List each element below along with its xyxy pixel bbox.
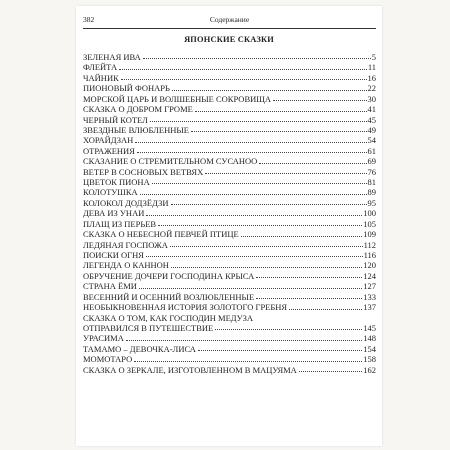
toc-entry-page: 16 (367, 72, 376, 83)
toc-entry (83, 302, 376, 312)
toc-entry-title: СКАЗКА О НЕБЕСНОЙ ПЕВЧЕЙ ПТИЦЕ (83, 229, 239, 240)
toc-leader-dots (195, 109, 367, 112)
toc-leader-dots (137, 150, 367, 153)
toc-leader-dots (273, 98, 367, 101)
toc-entry (83, 365, 376, 375)
toc-entry (83, 292, 376, 302)
toc-entry-page: 89 (367, 187, 376, 198)
toc-entry (83, 208, 376, 218)
toc-entry-page: 95 (367, 197, 376, 208)
toc-entry-title: ЧЕРНЫЙ КОТЕЛ (83, 114, 148, 125)
toc-entry-page: 22 (367, 83, 376, 94)
toc-leader-dots (140, 192, 367, 195)
toc-entry-page: 100 (363, 208, 376, 219)
toc-leader-dots (256, 275, 362, 278)
toc-leader-dots (158, 223, 362, 226)
toc-entry (83, 219, 376, 229)
header-rule (83, 28, 376, 29)
toc-entry-page: 30 (367, 93, 376, 104)
toc-entry-title: УРАСИМА (83, 333, 124, 344)
section-title: ЯПОНСКИЕ СКАЗКИ (184, 35, 274, 44)
toc-leader-dots (150, 119, 367, 122)
toc-entry-title: СКАЗКА О ДОБРОМ ГРОМЕ (83, 104, 193, 115)
toc-entry-title: ЛЕДЯНАЯ ГОСПОЖА (83, 239, 168, 250)
toc-entry (83, 83, 376, 93)
toc-entry-page: 158 (363, 354, 376, 365)
toc-leader-dots (170, 244, 363, 247)
toc-entry-page: 154 (363, 343, 376, 354)
toc-leader-dots (241, 234, 363, 237)
toc-entry-title: ЦВЕТОК ПИОНА (83, 177, 150, 188)
toc-leader-dots (171, 202, 367, 205)
toc-entry-title: ДЕВА ИЗ УНАИ (83, 208, 145, 219)
toc-entry (83, 156, 376, 166)
toc-entry (83, 135, 376, 145)
toc-entry (83, 52, 376, 62)
toc-entry-title: КОЛОКОЛ ДОДЗЁДЗИ (83, 197, 169, 208)
toc-leader-dots (172, 88, 367, 91)
toc-entry-title: ПЛАЩ ИЗ ПЕРЬЕВ (83, 218, 157, 229)
toc-entry-page: 137 (363, 302, 376, 313)
toc-entry-page: 54 (367, 135, 376, 146)
page-number: 382 (83, 15, 95, 24)
toc-entry-title: КОЛОТУШКА (83, 187, 138, 198)
page-header (83, 10, 376, 26)
running-title: Содержание (209, 15, 250, 24)
toc-entry-page: 127 (363, 281, 376, 292)
toc-entry-title: ТАМАМО – ДЕВОЧКА-ЛИСА (83, 343, 196, 354)
toc-entry-title: СКАЗКА О ТОМ, КАК ГОСПОДИН МЕДУЗА (83, 312, 253, 323)
toc-entry-title: ЧАЙНИК (83, 72, 119, 83)
toc-entry-page: 112 (363, 239, 376, 250)
toc-entry (83, 313, 376, 334)
toc-entry (83, 125, 376, 135)
toc-entry-page: 5 (371, 51, 376, 62)
toc-entry-title: ХОРАЙДЗАН (83, 135, 134, 146)
toc-leader-dots (139, 286, 362, 289)
toc-leader-dots (191, 129, 367, 132)
toc-entry-page: 11 (367, 62, 376, 73)
toc-entry-page: 61 (367, 145, 376, 156)
toc-entry (83, 115, 376, 125)
toc-entry-title: ВЕСЕННИЙ И ОСЕННИЙ ВОЗЛЮБЛЕННЫЕ (83, 291, 255, 302)
toc-entry (83, 354, 376, 364)
toc-leader-dots (205, 171, 366, 174)
toc-entry (83, 260, 376, 270)
toc-entry (83, 281, 376, 291)
toc-entry-page: 120 (363, 260, 376, 271)
toc-entry (83, 344, 376, 354)
toc-entry-title: ВЕТЕР В СОСНОВЫХ ВЕТВЯХ (83, 166, 204, 177)
toc-entry (83, 177, 376, 187)
toc-leader-dots (135, 140, 366, 143)
toc-entry-page: 81 (367, 177, 376, 188)
toc-leader-dots (215, 327, 362, 330)
toc-entry (83, 333, 376, 343)
toc-entry (83, 146, 376, 156)
toc-entry (83, 94, 376, 104)
toc-leader-dots (289, 307, 362, 310)
toc-entry-title: СТРАНА ЁМИ (83, 281, 137, 292)
toc-entry-title: ОБРУЧЕНИЕ ДОЧЕРИ ГОСПОДИНА КРЫСА (83, 270, 255, 281)
toc-entry-page: 76 (367, 166, 376, 177)
table-of-contents (83, 52, 376, 375)
toc-entry (83, 167, 376, 177)
toc-entry-title: МОМОТАРО (83, 354, 133, 365)
toc-entry-page: 45 (367, 114, 376, 125)
toc-entry-page: 124 (363, 270, 376, 281)
toc-leader-dots (171, 265, 362, 268)
toc-entry-page: 145 (363, 322, 376, 333)
toc-entry (83, 240, 376, 250)
toc-leader-dots (121, 77, 367, 80)
toc-leader-dots (256, 296, 362, 299)
toc-leader-dots (146, 254, 363, 257)
toc-entry-title: ПОИСКИ ОГНЯ (83, 250, 144, 260)
toc-leader-dots (259, 161, 366, 164)
toc-entry-page: 41 (367, 104, 376, 115)
toc-leader-dots (143, 56, 371, 59)
toc-entry (83, 62, 376, 72)
toc-entry (83, 229, 376, 239)
toc-entry-title: СКАЗКА О ЗЕРКАЛЕ, ИЗГОТОВЛЕННОМ В МАЦУЯМА (83, 364, 297, 375)
toc-entry (83, 73, 376, 83)
toc-leader-dots (126, 338, 362, 341)
toc-leader-dots (152, 181, 367, 184)
toc-leader-dots (198, 348, 362, 351)
toc-entry-page: 162 (363, 364, 376, 375)
toc-entry (83, 104, 376, 114)
toc-entry-title: СКАЗАНИЕ О СТРЕМИТЕЛЬНОМ СУСАНОО (83, 156, 258, 167)
toc-entry (83, 250, 376, 260)
toc-entry-page: 116 (363, 250, 376, 260)
toc-entry-title: ФЛЕЙТА (83, 62, 118, 73)
toc-entry-title: НЕОБЫКНОВЕННАЯ ИСТОРИЯ ЗОЛОТОГО ГРЕБНЯ (83, 302, 288, 313)
toc-entry-page: 148 (363, 333, 376, 344)
toc-entry (83, 271, 376, 281)
toc-entry-title: ОТРАЖЕНИЯ (83, 145, 135, 156)
toc-entry (83, 198, 376, 208)
toc-entry-title-continued: ОТПРАВИЛСЯ В ПУТЕШЕСТВИЕ (83, 322, 214, 333)
toc-entry-title: ПИОНОВЫЙ ФОНАРЬ (83, 83, 170, 94)
book-page (76, 6, 382, 446)
toc-entry-title: ЗЕЛЕНАЯ ИВА (83, 51, 141, 62)
toc-entry (83, 187, 376, 197)
toc-entry-page: 109 (363, 229, 376, 240)
toc-entry-title: МОРСКОЙ ЦАРЬ И ВОЛШЕБНЫЕ СОКРОВИЩА (83, 93, 271, 104)
toc-leader-dots (299, 369, 362, 372)
toc-leader-dots (146, 213, 362, 216)
toc-entry-page: 105 (363, 218, 376, 229)
toc-entry-page: 69 (367, 156, 376, 167)
toc-leader-dots (134, 359, 362, 362)
toc-leader-dots (119, 67, 367, 70)
toc-entry-title: ЗВЕЗДНЫЕ ВЛЮБЛЕННЫЕ (83, 124, 189, 135)
toc-entry-title: ЛЕГЕНДА О КАННОН (83, 260, 169, 271)
toc-entry-page: 133 (363, 291, 376, 302)
toc-entry-page: 49 (367, 124, 376, 135)
